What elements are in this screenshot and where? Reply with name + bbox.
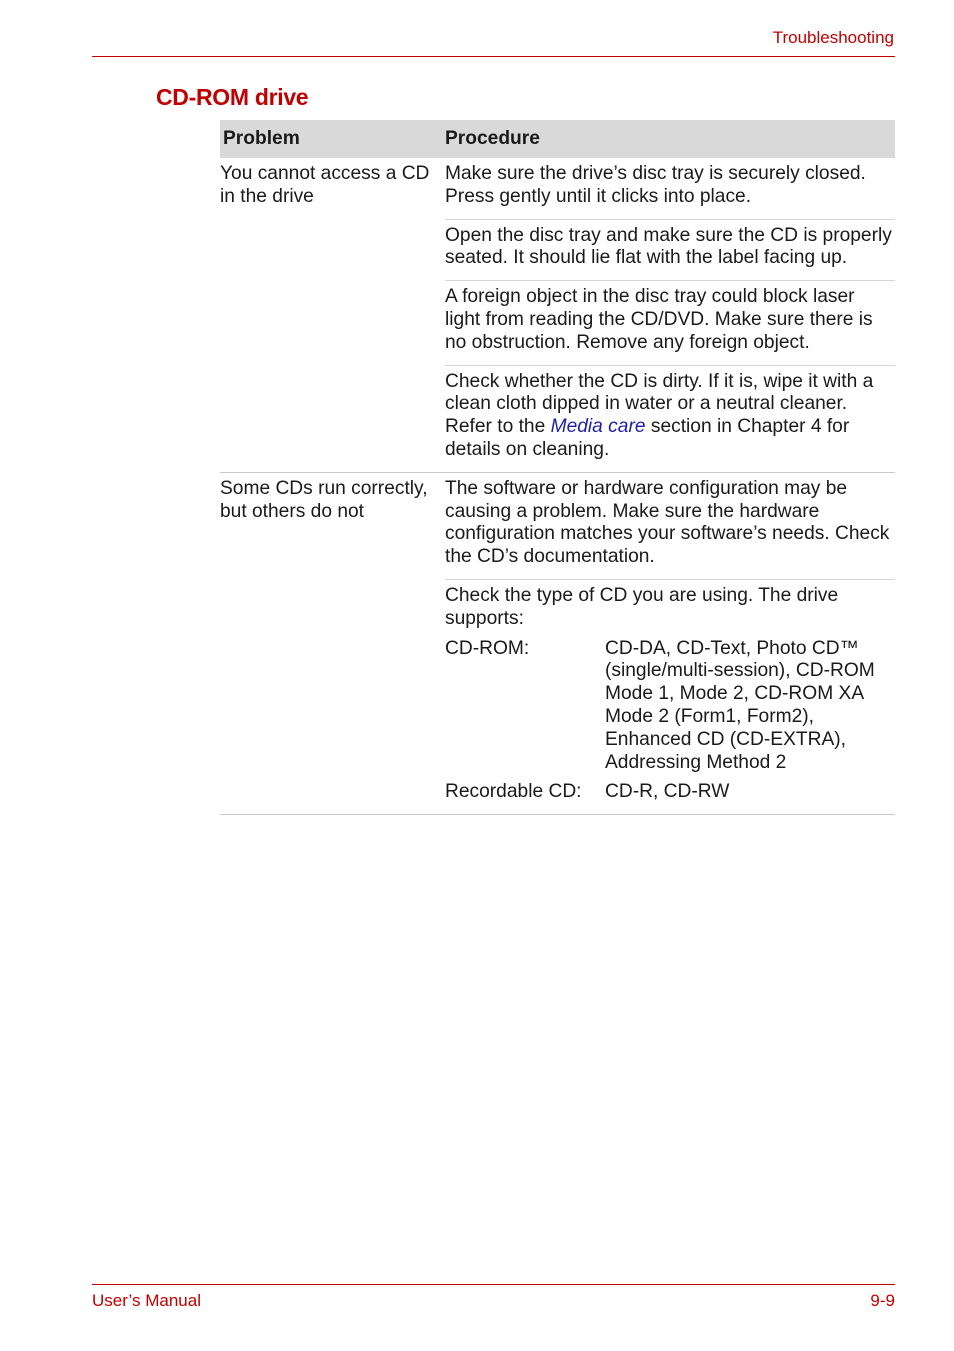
format-value: CD-R, CD-RW <box>605 781 730 803</box>
procedure-step: Make sure the drive’s disc tray is securely closed. Press gently until it clicks into place. <box>445 158 895 220</box>
supported-format-item <box>445 781 895 804</box>
format-label: CD-ROM: <box>445 637 530 659</box>
procedure-step: Open the disc tray and make sure the CD is properly seated. It should lie flat with the label facing up. <box>445 220 895 282</box>
procedure-step <box>445 366 895 472</box>
column-header-problem: Problem <box>223 127 300 149</box>
footer-divider <box>92 1284 895 1285</box>
format-value: CD-DA, CD-Text, Photo CD™ (single/multi-session), CD-ROM Mode 1, Mode 2, CD-ROM XA Mode 2 (Form1, Form2), Enhanced CD (CD-EXTRA), Addressing Method 2 <box>605 637 875 773</box>
section-title: CD-ROM drive <box>156 84 309 110</box>
table-row <box>220 473 895 815</box>
running-header: Troubleshooting <box>772 28 894 47</box>
media-care-link[interactable]: Media care <box>550 416 646 438</box>
procedure-cell <box>445 473 895 814</box>
problem-cell: Some CDs run correctly, but others do not <box>220 477 428 522</box>
header-divider <box>92 56 895 57</box>
procedure-text: Check whether the CD is dirty. If it is, wipe it with a clean cloth dipped in water or a neutral cleaner. Refer to the <box>445 370 874 438</box>
troubleshooting-table <box>220 120 895 815</box>
procedure-text: section in Chapter 4 for details on cleaning. <box>445 416 850 460</box>
table-row <box>220 158 895 473</box>
problem-cell: You cannot access a CD in the drive <box>220 163 430 207</box>
procedure-step: A foreign object in the disc tray could block laser light from reading the CD/DVD. Make sure there is no obstruction. Remove any foreign object. <box>445 281 895 365</box>
column-header-procedure: Procedure <box>445 127 540 149</box>
supported-formats-list <box>445 638 895 805</box>
footer-manual-title: User’s Manual <box>92 1291 201 1310</box>
supported-format-item <box>445 638 895 775</box>
procedure-cell <box>445 158 895 472</box>
procedure-step: The software or hardware configuration may be causing a problem. Make sure the hardware configuration matches your software’s needs. Check the CD’s documentation. <box>445 473 895 580</box>
format-label: Recordable CD: <box>445 781 582 803</box>
procedure-step <box>445 580 895 814</box>
page-number: 9-9 <box>870 1291 895 1310</box>
procedure-text: Check the type of CD you are using. The drive supports: <box>445 584 839 629</box>
table-header <box>220 120 895 158</box>
